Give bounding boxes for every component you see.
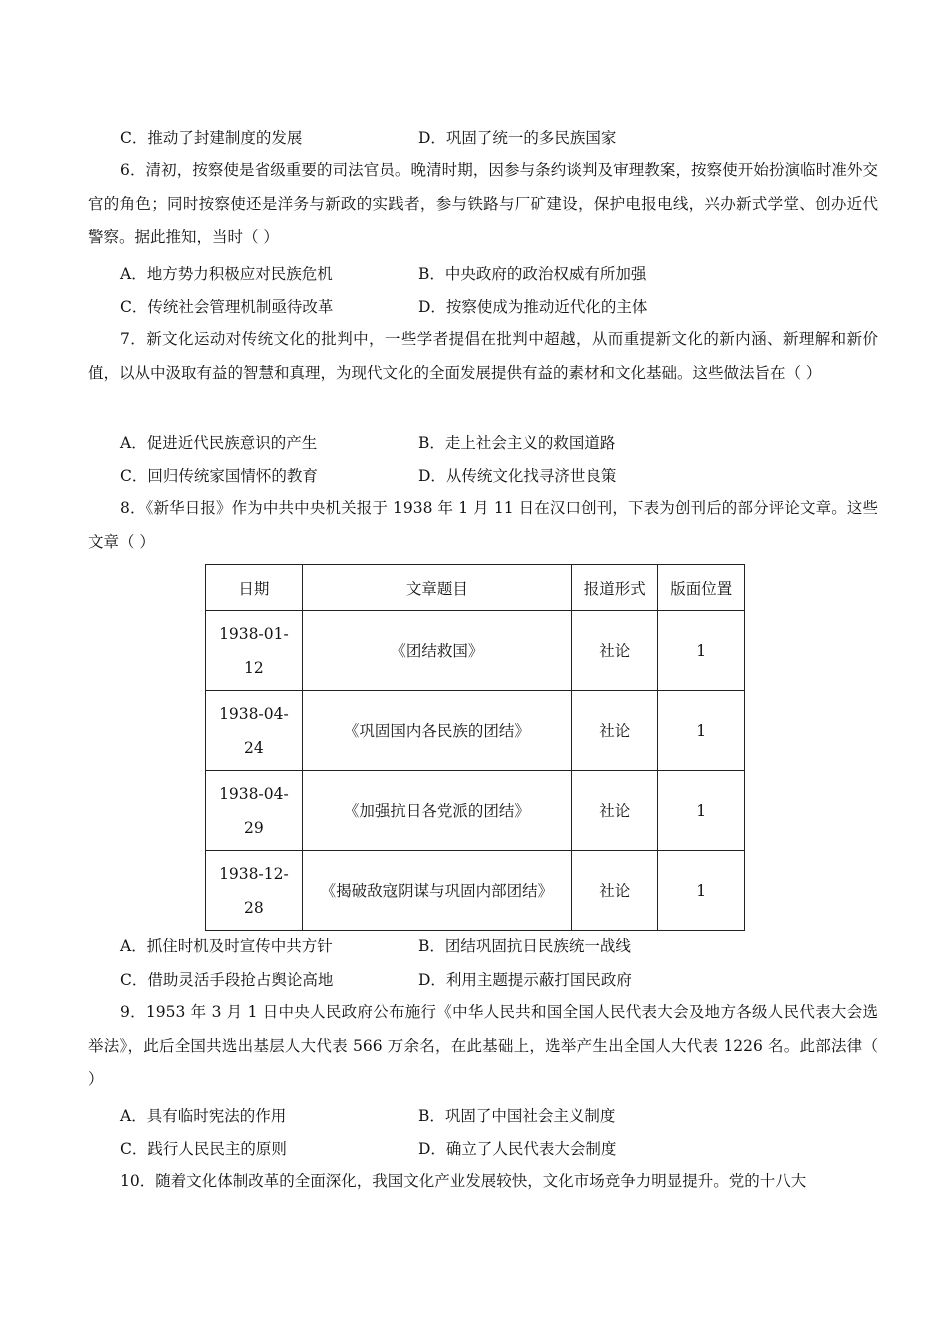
q10-stem: 10．随着文化体制改革的全面深化，我国文化产业发展较快，文化市场竞争力明显提升。党的十八大 bbox=[120, 1172, 807, 1190]
row-position: 1 bbox=[658, 851, 745, 931]
table-row bbox=[206, 611, 745, 691]
row-position: 1 bbox=[658, 691, 745, 771]
row-title: 《巩固国内各民族的团结》 bbox=[302, 691, 571, 771]
q9-option-a: A．具有临时宪法的作用 bbox=[120, 1107, 287, 1125]
header-date: 日期 bbox=[206, 565, 303, 611]
q8-option-c: C．借助灵活手段抢占舆论高地 bbox=[120, 971, 334, 989]
row-form: 社论 bbox=[572, 611, 658, 691]
header-form: 报道形式 bbox=[572, 565, 658, 611]
table-row bbox=[206, 851, 745, 931]
q7-option-d: D．从传统文化找寻济世良策 bbox=[418, 467, 617, 485]
row-date: 1938-04-24 bbox=[219, 704, 289, 757]
table-header-row bbox=[206, 565, 745, 611]
q8-option-a: A．抓住时机及时宣传中共方针 bbox=[120, 937, 333, 955]
row-form: 社论 bbox=[572, 851, 658, 931]
table-row bbox=[206, 771, 745, 851]
row-title: 《加强抗日各党派的团结》 bbox=[302, 771, 571, 851]
header-position: 版面位置 bbox=[658, 565, 745, 611]
q8-option-d: D．利用主题提示蔽打国民政府 bbox=[418, 971, 632, 989]
row-form: 社论 bbox=[572, 691, 658, 771]
q6-option-c: C．传统社会管理机制亟待改革 bbox=[120, 298, 334, 316]
q9-option-b: B．巩固了中国社会主义制度 bbox=[418, 1107, 616, 1125]
q9-stem: 9．1953 年 3 月 1 日中央人民政府公布施行《中华人民共和国全国人民代表大会及地方各级人民代表大会选举法》，此后全国共选出基层人大代表 566 万余名，在此基础上，选举产生出全国人大代表 1226 名。此部法律（ ） bbox=[88, 1003, 878, 1088]
q6-option-a: A．地方势力积极应对民族危机 bbox=[120, 265, 333, 283]
q7-stem: 7．新文化运动对传统文化的批判中，一些学者提倡在批判中超越，从而重提新文化的新内涵、新理解和新价值，以从中汲取有益的智慧和真理，为现代文化的全面发展提供有益的素材和文化基础。这些做法旨在（ ） bbox=[88, 330, 878, 382]
q8-stem: 8．《新华日报》作为中共中央机关报于 1938 年 1 月 11 日在汉口创刊，下表为创刊后的部分评论文章。这些文章（ ） bbox=[88, 499, 878, 551]
row-title: 《揭破敌寇阴谋与巩固内部团结》 bbox=[302, 851, 571, 931]
q6-option-b: B．中央政府的政治权威有所加强 bbox=[418, 265, 647, 283]
table-row bbox=[206, 691, 745, 771]
q7-option-b: B．走上社会主义的救国道路 bbox=[418, 434, 616, 452]
row-title: 《团结救国》 bbox=[302, 611, 571, 691]
row-position: 1 bbox=[658, 771, 745, 851]
q5-option-d: D．巩固了统一的多民族国家 bbox=[418, 129, 617, 147]
row-date: 1938-04-29 bbox=[219, 784, 289, 837]
q7-option-c: C．回归传统家国情怀的教育 bbox=[120, 467, 318, 485]
q6-option-d: D．按察使成为推动近代化的主体 bbox=[418, 298, 648, 316]
q6-stem: 6．清初，按察使是省级重要的司法官员。晚清时期，因参与条约谈判及审理教案，按察使开始扮演临时准外交官的角色；同时按察使还是洋务与新政的实践者，参与铁路与厂矿建设，保护电报电线，兴办新式学堂、创办近代警察。据此推知，当时（ ） bbox=[88, 161, 878, 246]
row-date: 1938-01-12 bbox=[219, 624, 289, 677]
q8-option-b: B．团结巩固抗日民族统一战线 bbox=[418, 937, 631, 955]
q9-option-c: C．践行人民民主的原则 bbox=[120, 1140, 287, 1158]
row-form: 社论 bbox=[572, 771, 658, 851]
row-date: 1938-12-28 bbox=[219, 864, 289, 917]
q9-option-d: D．确立了人民代表大会制度 bbox=[418, 1140, 617, 1158]
q7-option-a: A．促进近代民族意识的产生 bbox=[120, 434, 318, 452]
header-title: 文章题目 bbox=[302, 565, 571, 611]
newspaper-articles-table bbox=[205, 564, 745, 931]
q5-option-c: C．推动了封建制度的发展 bbox=[120, 129, 303, 147]
row-position: 1 bbox=[658, 611, 745, 691]
